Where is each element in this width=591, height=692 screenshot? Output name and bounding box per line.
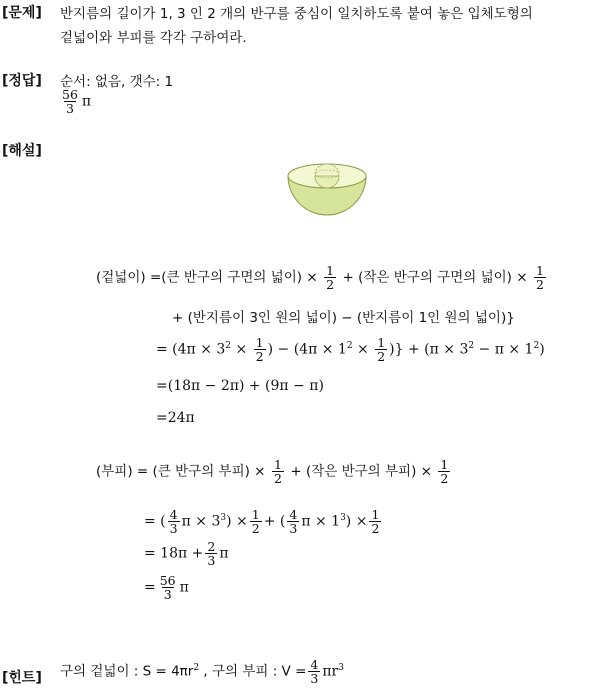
v4-a: = bbox=[144, 579, 156, 596]
s3-g: ) bbox=[539, 341, 545, 358]
half-den: 2 bbox=[371, 521, 380, 537]
s3-a: = (4π × 3 bbox=[156, 341, 226, 358]
half-den: 2 bbox=[535, 277, 544, 293]
s3-e: )} + (π × 3 bbox=[389, 341, 469, 358]
v2-a: = ( bbox=[144, 513, 166, 530]
surface-line-4: =(18π − 2π) + (9π − π) bbox=[156, 378, 324, 394]
half-den: 2 bbox=[273, 471, 282, 487]
half-num: 1 bbox=[371, 507, 380, 522]
s3-sq2: 2 bbox=[346, 340, 353, 351]
surface-term-1: + (작은 반구의 구면의 넓이) × bbox=[342, 269, 528, 286]
hint-num: 4 bbox=[310, 657, 319, 672]
v4-b: π bbox=[179, 579, 189, 596]
answer-pi: π bbox=[81, 93, 92, 110]
v2-four: 4 bbox=[169, 507, 178, 522]
v3-two: 2 bbox=[207, 539, 216, 554]
v2-cube1: 3 bbox=[220, 512, 227, 523]
v2-d: + ( bbox=[263, 513, 286, 530]
half-den: 2 bbox=[255, 349, 264, 365]
s3-f: − π × 1 bbox=[474, 341, 534, 358]
hemisphere-figure bbox=[286, 158, 368, 216]
v2-b: π × 3 bbox=[181, 513, 221, 530]
v3-a: = 18π + bbox=[144, 545, 204, 562]
hint-tag: [힌트] bbox=[2, 670, 42, 686]
volume-lhs: (부피) = (큰 반구의 부피) × bbox=[96, 463, 266, 480]
s3-sq1: 2 bbox=[225, 340, 232, 351]
s3-d: × bbox=[352, 341, 374, 358]
surface-line-1 bbox=[96, 264, 548, 291]
v4-den: 3 bbox=[163, 587, 172, 603]
half-num: 1 bbox=[251, 507, 260, 522]
v2-e: π × 1 bbox=[301, 513, 341, 530]
hint-volume-label: , 구의 부피 : V = bbox=[199, 663, 307, 680]
surface-line-2: + (반지름이 3인 원의 넓이) − (반지름이 1인 원의 넓이)} bbox=[172, 310, 515, 326]
hint-line bbox=[60, 658, 344, 685]
answer-denominator: 3 bbox=[65, 101, 74, 117]
problem-line-2: 겉넓이와 부피를 각각 구하여라. bbox=[60, 30, 247, 46]
answer-line-1: 순서: 없음, 갯수: 1 bbox=[60, 74, 174, 90]
v2-f: ) × bbox=[345, 513, 368, 530]
volume-line-3 bbox=[144, 540, 229, 567]
hint-sq: 2 bbox=[193, 662, 200, 673]
v3-three: 3 bbox=[207, 553, 216, 569]
v2-cube2: 3 bbox=[340, 512, 346, 523]
half-num: 1 bbox=[377, 335, 386, 350]
half-den: 2 bbox=[377, 349, 386, 365]
hint-den: 3 bbox=[310, 671, 319, 687]
hint-surface: 구의 겉넓이 : S = 4πr bbox=[60, 663, 194, 680]
v2-c: ) × bbox=[226, 513, 248, 530]
v2-three: 3 bbox=[169, 521, 178, 537]
hint-pir: πr bbox=[322, 663, 339, 680]
v4-num: 56 bbox=[159, 573, 176, 588]
v2-four2: 4 bbox=[289, 507, 298, 522]
s3-b: × bbox=[231, 341, 252, 358]
half-num: 1 bbox=[273, 457, 282, 472]
answer-tag: [정답] bbox=[2, 73, 42, 89]
half-den: 2 bbox=[440, 471, 449, 487]
v3-b: π bbox=[219, 545, 229, 562]
answer-value bbox=[58, 88, 91, 115]
surface-line-5: =24π bbox=[156, 410, 195, 426]
surface-line-3 bbox=[156, 336, 545, 363]
v2-three2: 3 bbox=[289, 521, 298, 537]
problem-tag: [문제] bbox=[2, 5, 42, 21]
hint-cube: 3 bbox=[338, 662, 344, 673]
half-num: 1 bbox=[440, 457, 449, 472]
problem-line-1: 반지름의 길이가 1, 3 인 2 개의 반구를 중심이 일치하도록 붙여 놓은 입체도형의 bbox=[60, 6, 533, 22]
s3-sq4: 2 bbox=[533, 340, 540, 351]
s3-sq3: 2 bbox=[468, 340, 475, 351]
answer-numerator: 56 bbox=[62, 87, 78, 102]
volume-line-4 bbox=[144, 574, 189, 601]
volume-term-1: + (작은 반구의 부피) × bbox=[290, 463, 432, 480]
half-den: 2 bbox=[251, 521, 260, 537]
volume-line-1 bbox=[96, 458, 452, 485]
explain-tag: [해설] bbox=[2, 143, 42, 159]
volume-line-2 bbox=[144, 508, 383, 535]
half-num: 1 bbox=[326, 263, 335, 278]
surface-lhs: (겉넓이) =(큰 반구의 구면의 넓이) × bbox=[96, 269, 318, 286]
half-num: 1 bbox=[255, 335, 264, 350]
s3-c: ) − (4π × 1 bbox=[267, 341, 347, 358]
half-den: 2 bbox=[326, 277, 335, 293]
half-num: 1 bbox=[535, 263, 544, 278]
